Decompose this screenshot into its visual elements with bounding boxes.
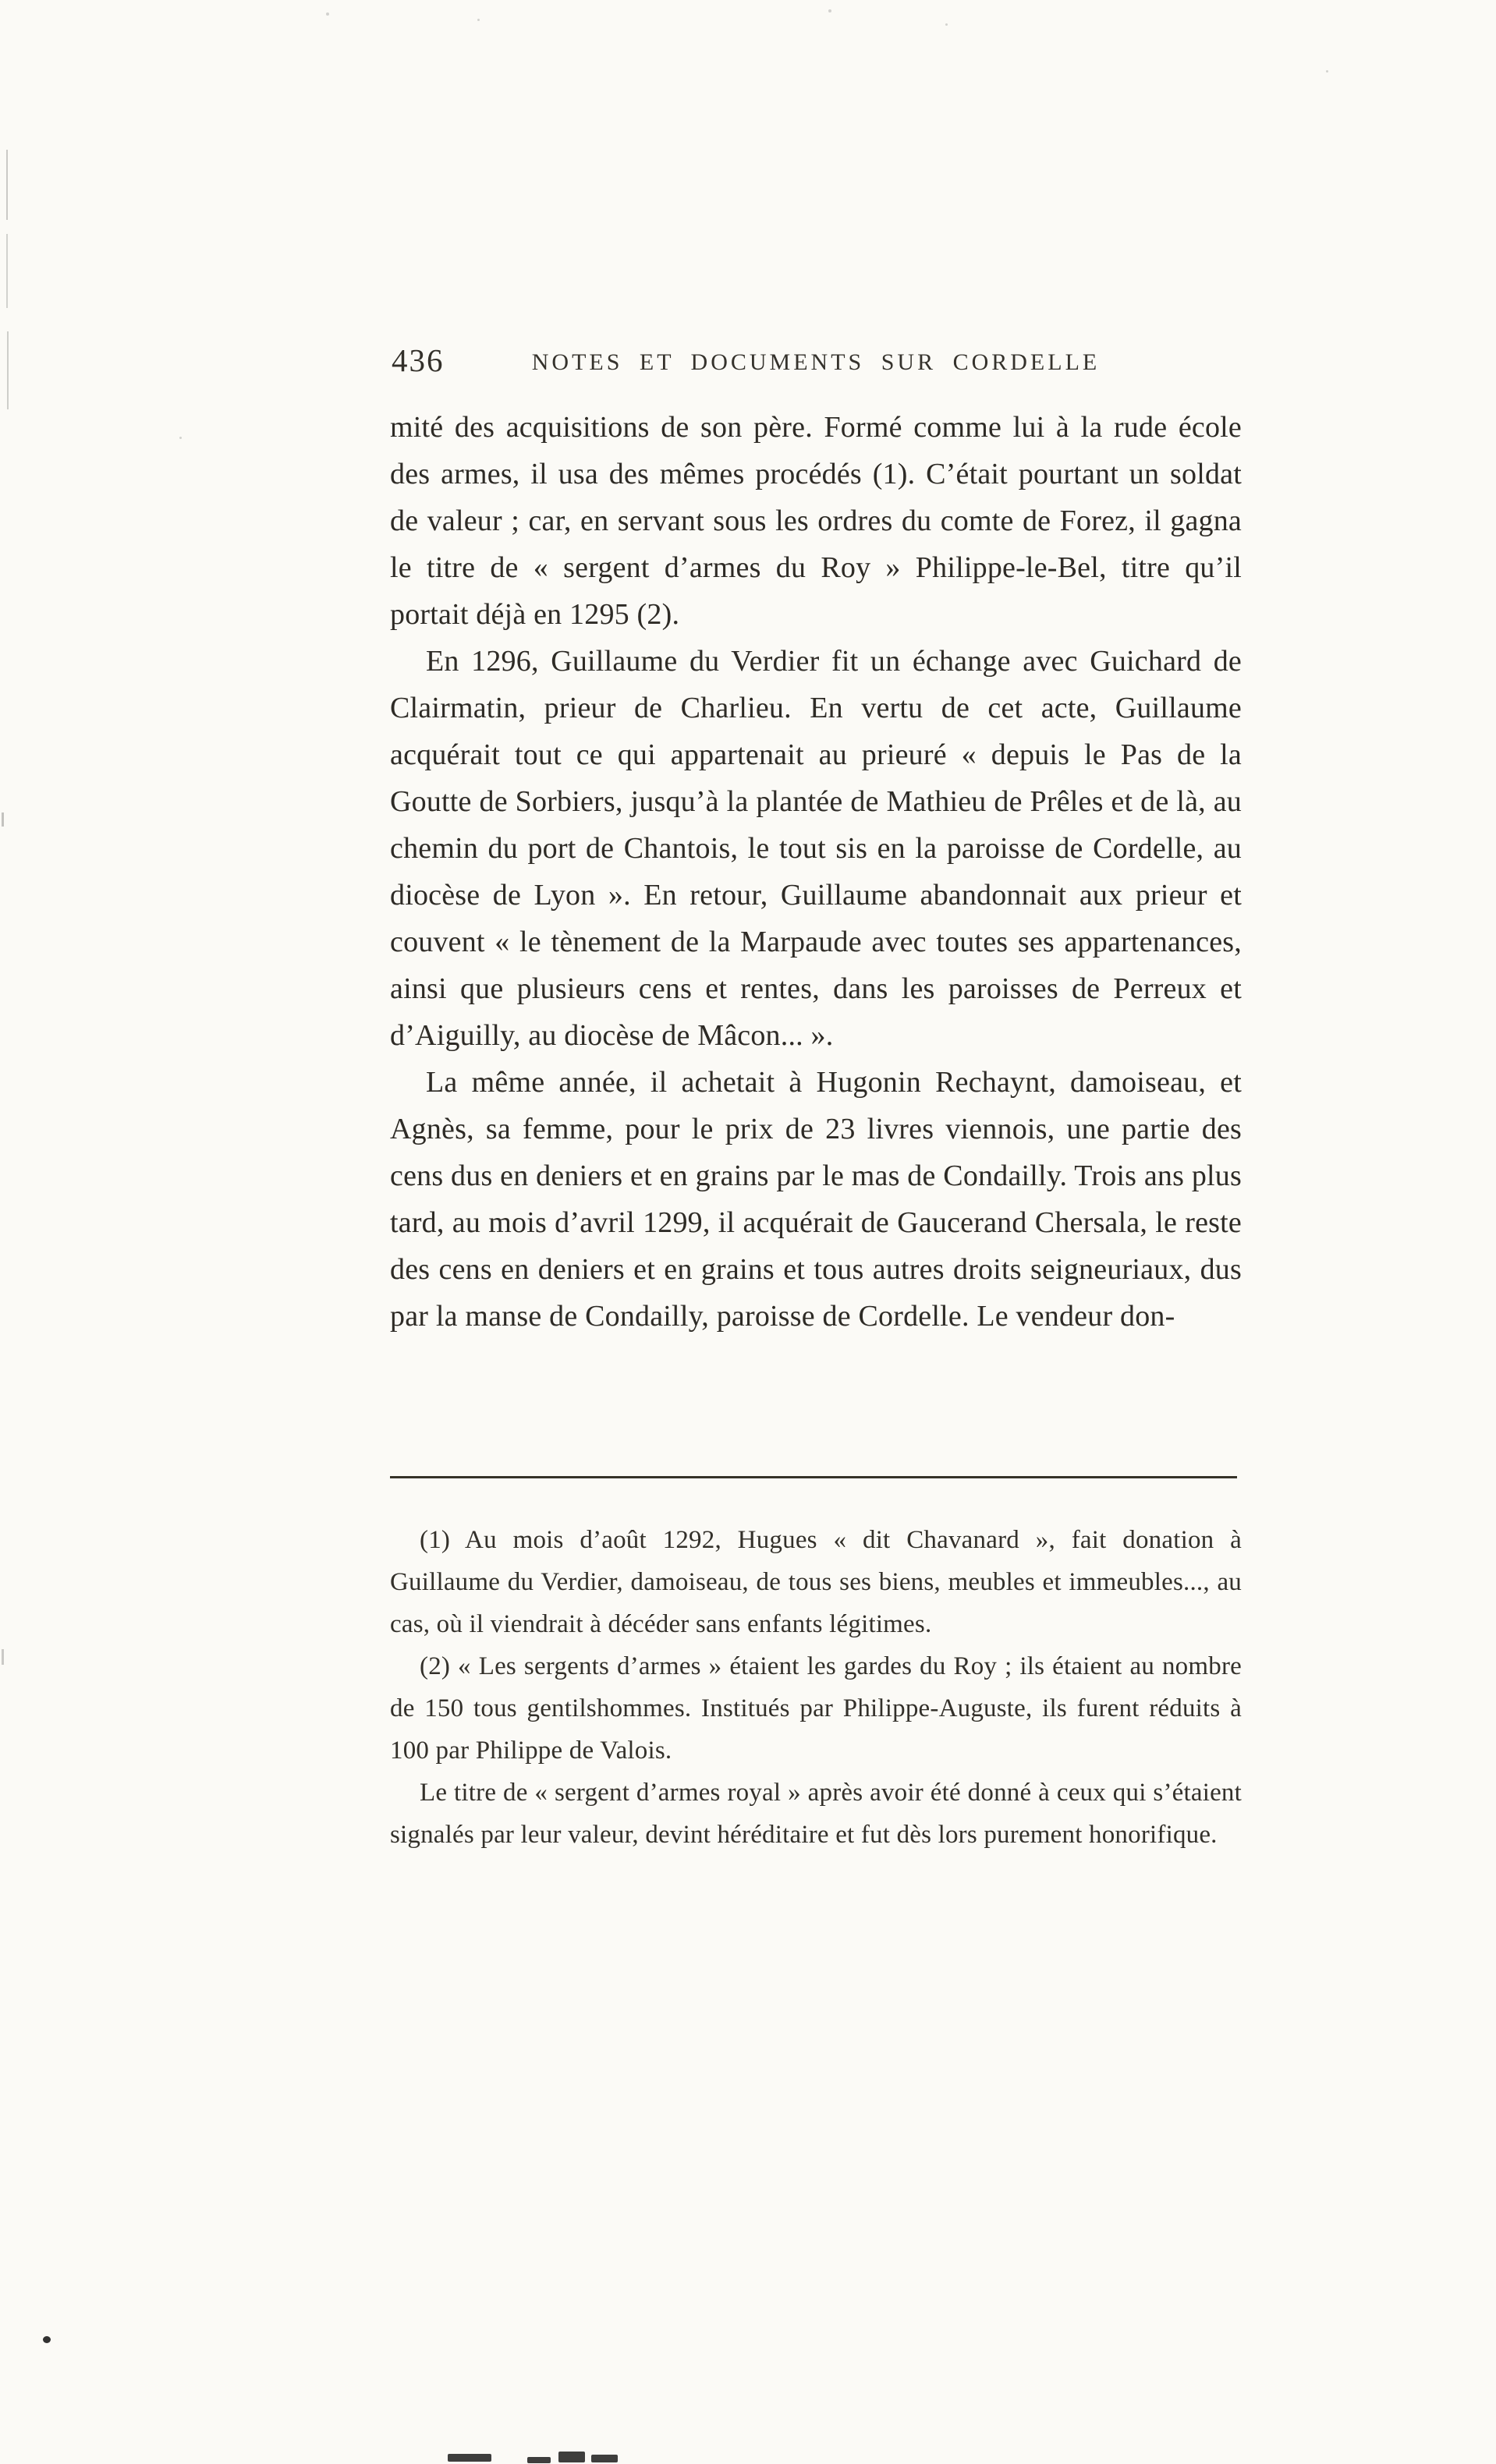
scan-artifact-bleedthrough (527, 2457, 551, 2463)
scan-artifact-speck (945, 23, 948, 26)
scan-artifact-binding-line (6, 150, 8, 220)
scan-artifact-speck (326, 12, 329, 16)
scan-artifact-edge-mark (2, 1649, 4, 1665)
footnote: (1) Au mois d’août 1292, Hugues « dit Chavanard », fait donation à Guillaume du Verdier, damoiseau, de tous ses biens, meubles et immeubles..., au cas, où il viendrait à décéder sans enfants légitimes. (390, 1526, 1242, 1638)
paragraph: En 1296, Guillaume du Verdier fit un échange avec Guichard de Clairmatin, prieur de Charlieu. En vertu de cet acte, Guillaume acquérait tout ce qui appartenait au prieuré « depuis le Pas de la Goutte de Sorbiers, jusqu’à la plantée de Mathieu de Prêles et de là, au chemin du port de Chantois, le tout sis en la paroisse de Cordelle, au diocèse de Lyon ». En retour, Guillaume abandonnait aux prieur et couvent « le tènement de la Marpaude avec toutes ses appartenances, ainsi que plusieurs cens et rentes, dans les paroisses de Perreux et d’Aiguilly, au diocèse de Mâcon... ». (390, 645, 1242, 1052)
main-text-block (390, 404, 1242, 1340)
footnote-separator-rule (390, 1476, 1237, 1478)
paragraph: mité des acquisitions de son père. Formé comme lui à la rude école des armes, il usa des mêmes procédés (1). C’était pourtant un soldat de valeur ; car, en servant sous les ordres du comte de Forez, il gagna le titre de « sergent d’armes du Roy » Philippe-le-Bel, titre qu’il portait déjà en 1295 (2). (390, 411, 1242, 631)
page-header (390, 342, 1242, 385)
scan-artifact-ink-dot (43, 2336, 51, 2343)
scan-artifact-edge-mark (2, 812, 4, 827)
scan-artifact-speck (477, 19, 480, 21)
scan-artifact-binding-line (6, 234, 8, 308)
scan-artifact-bleedthrough (558, 2452, 585, 2462)
scan-artifact-speck (828, 9, 831, 12)
paragraph: La même année, il achetait à Hugonin Rechaynt, damoiseau, et Agnès, sa femme, pour le prix de 23 livres viennois, une partie des cens dus en deniers et en grains par le mas de Condailly. Trois ans plus tard, au mois d’avril 1299, il acquérait de Gaucerand Chersala, le reste des cens en deniers et en grains et tous autres droits seigneuriaux, dus par la manse de Condailly, paroisse de Cordelle. Le vendeur don- (390, 1066, 1242, 1333)
footnote: (2) « Les sergents d’armes » étaient les gardes du Roy ; ils étaient au nombre de 150 tous gentilshommes. Institués par Philippe-Auguste, ils furent réduits à 100 par Philippe de Valois. (390, 1652, 1242, 1765)
scan-artifact-speck (1326, 70, 1328, 73)
scan-artifact-bleedthrough (448, 2454, 491, 2462)
scan-artifact-bleedthrough (591, 2455, 618, 2462)
footnotes-block (390, 1519, 1242, 1856)
footnote: Le titre de « sergent d’armes royal » après avoir été donné à ceux qui s’étaient signalés par leur valeur, devint héréditaire et fut dès lors purement honorifique. (390, 1779, 1242, 1849)
scan-artifact-speck (179, 437, 182, 439)
scan-artifact-binding-line (7, 331, 9, 409)
page-number: 436 (392, 342, 445, 378)
running-title: NOTES ET DOCUMENTS SUR CORDELLE (531, 349, 1101, 375)
